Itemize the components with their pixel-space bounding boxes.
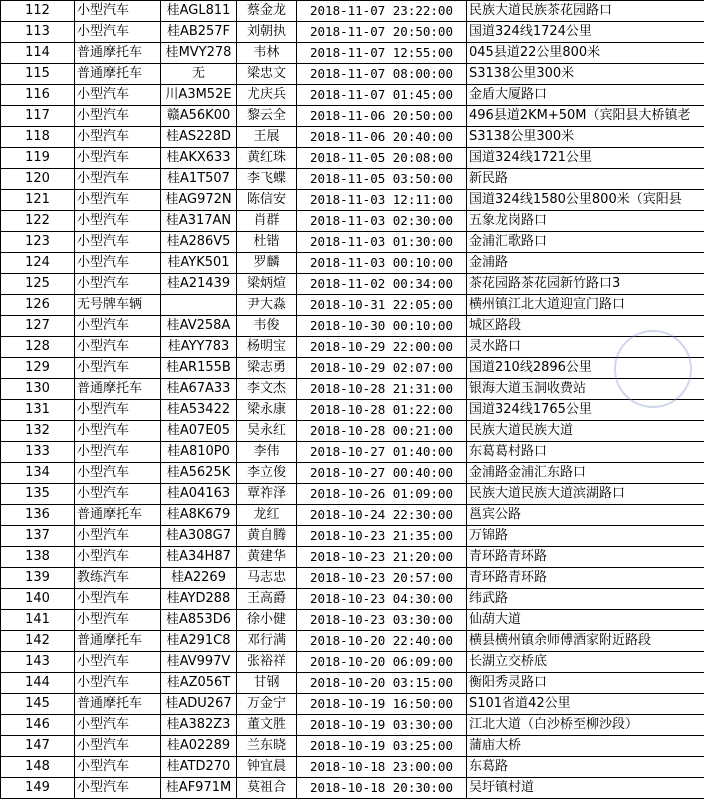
row-number-cell: 145 bbox=[1, 694, 75, 715]
violation-time-cell: 2018-10-23 21:35:00 bbox=[297, 526, 467, 547]
violation-time-cell: 2018-10-20 22:40:00 bbox=[297, 631, 467, 652]
driver-name-cell: 罗麟 bbox=[237, 253, 297, 274]
violation-time-cell: 2018-10-27 00:40:00 bbox=[297, 463, 467, 484]
vehicle-type-cell: 小型汽车 bbox=[75, 85, 161, 106]
table-row bbox=[1, 400, 704, 421]
table-row bbox=[1, 484, 704, 505]
vehicle-type-cell: 普通摩托车 bbox=[75, 43, 161, 64]
plate-number-cell: 桂A53422 bbox=[161, 400, 237, 421]
table-row bbox=[1, 652, 704, 673]
row-number-cell: 115 bbox=[1, 64, 75, 85]
driver-name-cell: 肖群 bbox=[237, 211, 297, 232]
driver-name-cell: 黄红珠 bbox=[237, 148, 297, 169]
row-number-cell: 143 bbox=[1, 652, 75, 673]
table-row bbox=[1, 22, 704, 43]
row-number-cell: 148 bbox=[1, 757, 75, 778]
violation-location-cell: 新民路 bbox=[467, 169, 704, 190]
table-row bbox=[1, 673, 704, 694]
vehicle-type-cell: 小型汽车 bbox=[75, 169, 161, 190]
driver-name-cell: 杜锴 bbox=[237, 232, 297, 253]
row-number-cell: 128 bbox=[1, 337, 75, 358]
row-number-cell: 137 bbox=[1, 526, 75, 547]
violation-location-cell: 江北大道（白沙桥至柳沙段） bbox=[467, 715, 704, 736]
vehicle-type-cell: 小型汽车 bbox=[75, 526, 161, 547]
vehicle-type-cell: 小型汽车 bbox=[75, 736, 161, 757]
row-number-cell: 127 bbox=[1, 316, 75, 337]
driver-name-cell: 梁志勇 bbox=[237, 358, 297, 379]
table-row bbox=[1, 526, 704, 547]
plate-number-cell: 桂MVY278 bbox=[161, 43, 237, 64]
vehicle-type-cell: 普通摩托车 bbox=[75, 694, 161, 715]
driver-name-cell: 莫祖合 bbox=[237, 778, 297, 799]
vehicle-type-cell: 小型汽车 bbox=[75, 484, 161, 505]
violation-location-cell: 蒲庙大桥 bbox=[467, 736, 704, 757]
violation-time-cell: 2018-10-18 20:30:00 bbox=[297, 778, 467, 799]
table-row bbox=[1, 715, 704, 736]
violation-location-cell: 国道324线1724公里 bbox=[467, 22, 704, 43]
plate-number-cell: 桂A02289 bbox=[161, 736, 237, 757]
table-row bbox=[1, 1, 704, 22]
row-number-cell: 129 bbox=[1, 358, 75, 379]
violation-time-cell: 2018-10-23 21:20:00 bbox=[297, 547, 467, 568]
vehicle-type-cell: 小型汽车 bbox=[75, 274, 161, 295]
row-number-cell: 118 bbox=[1, 127, 75, 148]
driver-name-cell: 李文杰 bbox=[237, 379, 297, 400]
vehicle-type-cell: 普通摩托车 bbox=[75, 64, 161, 85]
table-row bbox=[1, 232, 704, 253]
vehicle-type-cell: 小型汽车 bbox=[75, 127, 161, 148]
violation-time-cell: 2018-11-07 23:22:00 bbox=[297, 1, 467, 22]
plate-number-cell: 桂A308G7 bbox=[161, 526, 237, 547]
table-row bbox=[1, 442, 704, 463]
driver-name-cell: 韦林 bbox=[237, 43, 297, 64]
row-number-cell: 149 bbox=[1, 778, 75, 799]
driver-name-cell: 覃祚泽 bbox=[237, 484, 297, 505]
vehicle-type-cell: 小型汽车 bbox=[75, 421, 161, 442]
violation-time-cell: 2018-10-28 01:22:00 bbox=[297, 400, 467, 421]
violation-location-cell: 万锦路 bbox=[467, 526, 704, 547]
plate-number-cell: 桂AZ056T bbox=[161, 673, 237, 694]
violation-time-cell: 2018-10-30 00:10:00 bbox=[297, 316, 467, 337]
row-number-cell: 146 bbox=[1, 715, 75, 736]
violation-time-cell: 2018-10-18 23:00:00 bbox=[297, 757, 467, 778]
plate-number-cell: 无 bbox=[161, 64, 237, 85]
violation-time-cell: 2018-10-28 00:21:00 bbox=[297, 421, 467, 442]
table-row bbox=[1, 694, 704, 715]
violation-location-cell: 国道324线1721公里 bbox=[467, 148, 704, 169]
plate-number-cell: 桂A07E05 bbox=[161, 421, 237, 442]
violation-time-cell: 2018-11-03 02:30:00 bbox=[297, 211, 467, 232]
vehicle-type-cell: 小型汽车 bbox=[75, 253, 161, 274]
table-row bbox=[1, 610, 704, 631]
row-number-cell: 140 bbox=[1, 589, 75, 610]
plate-number-cell: 桂AG972N bbox=[161, 190, 237, 211]
violation-time-cell: 2018-11-07 01:45:00 bbox=[297, 85, 467, 106]
driver-name-cell: 黄建华 bbox=[237, 547, 297, 568]
plate-number-cell: 桂AKX633 bbox=[161, 148, 237, 169]
violation-time-cell: 2018-11-03 01:30:00 bbox=[297, 232, 467, 253]
vehicle-type-cell: 普通摩托车 bbox=[75, 505, 161, 526]
violation-location-cell: 纬武路 bbox=[467, 589, 704, 610]
plate-number-cell bbox=[161, 295, 237, 316]
table-row bbox=[1, 253, 704, 274]
violation-time-cell: 2018-11-05 20:08:00 bbox=[297, 148, 467, 169]
table-row bbox=[1, 64, 704, 85]
vehicle-type-cell: 小型汽车 bbox=[75, 547, 161, 568]
plate-number-cell: 桂AYY783 bbox=[161, 337, 237, 358]
plate-number-cell: 桂A5625K bbox=[161, 463, 237, 484]
vehicle-type-cell: 小型汽车 bbox=[75, 442, 161, 463]
violation-location-cell: 横州镇江北大道迎宣门路口 bbox=[467, 295, 704, 316]
violation-location-cell: 民族大道民族茶花园路口 bbox=[467, 1, 704, 22]
driver-name-cell: 韦俊 bbox=[237, 316, 297, 337]
plate-number-cell: 桂A2269 bbox=[161, 568, 237, 589]
table-row bbox=[1, 757, 704, 778]
plate-number-cell: 川A3M52E bbox=[161, 85, 237, 106]
table-body bbox=[1, 1, 704, 799]
driver-name-cell: 陈信安 bbox=[237, 190, 297, 211]
violation-location-cell: 国道324线1765公里 bbox=[467, 400, 704, 421]
plate-number-cell: 桂A286V5 bbox=[161, 232, 237, 253]
violation-time-cell: 2018-10-23 03:30:00 bbox=[297, 610, 467, 631]
row-number-cell: 122 bbox=[1, 211, 75, 232]
table-row bbox=[1, 85, 704, 106]
table-row bbox=[1, 379, 704, 400]
violation-time-cell: 2018-11-06 20:50:00 bbox=[297, 106, 467, 127]
violation-time-cell: 2018-11-03 12:11:00 bbox=[297, 190, 467, 211]
plate-number-cell: 桂AV997V bbox=[161, 652, 237, 673]
row-number-cell: 117 bbox=[1, 106, 75, 127]
plate-number-cell: 桂AS228D bbox=[161, 127, 237, 148]
table-row bbox=[1, 568, 704, 589]
row-number-cell: 112 bbox=[1, 1, 75, 22]
driver-name-cell: 梁永康 bbox=[237, 400, 297, 421]
table-row bbox=[1, 337, 704, 358]
row-number-cell: 138 bbox=[1, 547, 75, 568]
row-number-cell: 132 bbox=[1, 421, 75, 442]
table-row bbox=[1, 295, 704, 316]
row-number-cell: 125 bbox=[1, 274, 75, 295]
driver-name-cell: 徐小健 bbox=[237, 610, 297, 631]
violation-location-cell: 五象龙岗路口 bbox=[467, 211, 704, 232]
violation-location-cell: 吴圩镇村道 bbox=[467, 778, 704, 799]
table-row bbox=[1, 631, 704, 652]
driver-name-cell: 甘钢 bbox=[237, 673, 297, 694]
vehicle-type-cell: 小型汽车 bbox=[75, 589, 161, 610]
violation-time-cell: 2018-10-29 02:07:00 bbox=[297, 358, 467, 379]
violation-location-cell: 茶花园路茶花园新竹路口3 bbox=[467, 274, 704, 295]
violation-location-cell: 长湖立交桥底 bbox=[467, 652, 704, 673]
plate-number-cell: 桂A21439 bbox=[161, 274, 237, 295]
table-row bbox=[1, 43, 704, 64]
vehicle-type-cell: 小型汽车 bbox=[75, 148, 161, 169]
driver-name-cell: 梁炳煊 bbox=[237, 274, 297, 295]
plate-number-cell: 赣A56K00 bbox=[161, 106, 237, 127]
table-row bbox=[1, 169, 704, 190]
row-number-cell: 113 bbox=[1, 22, 75, 43]
row-number-cell: 144 bbox=[1, 673, 75, 694]
violation-time-cell: 2018-10-28 21:31:00 bbox=[297, 379, 467, 400]
plate-number-cell: 桂A34H87 bbox=[161, 547, 237, 568]
driver-name-cell: 龙红 bbox=[237, 505, 297, 526]
driver-name-cell: 李飞蝶 bbox=[237, 169, 297, 190]
plate-number-cell: 桂AF971M bbox=[161, 778, 237, 799]
row-number-cell: 114 bbox=[1, 43, 75, 64]
table-row bbox=[1, 736, 704, 757]
vehicle-type-cell: 小型汽车 bbox=[75, 463, 161, 484]
table-row bbox=[1, 274, 704, 295]
violation-location-cell: 横县横州镇余师傅酒家附近路段 bbox=[467, 631, 704, 652]
row-number-cell: 139 bbox=[1, 568, 75, 589]
violation-time-cell: 2018-10-23 04:30:00 bbox=[297, 589, 467, 610]
violation-location-cell: 496县道2KM+50M（宾阳县大桥镇老 bbox=[467, 106, 704, 127]
plate-number-cell: 桂AV258A bbox=[161, 316, 237, 337]
table-row bbox=[1, 547, 704, 568]
violation-location-cell: 银海大道玉洞收费站 bbox=[467, 379, 704, 400]
table-row bbox=[1, 190, 704, 211]
driver-name-cell: 钟宜晨 bbox=[237, 757, 297, 778]
violation-time-cell: 2018-11-07 12:55:00 bbox=[297, 43, 467, 64]
violation-location-cell: 045县道22公里800米 bbox=[467, 43, 704, 64]
violation-location-cell: 仙葫大道 bbox=[467, 610, 704, 631]
table-row bbox=[1, 463, 704, 484]
vehicle-type-cell: 小型汽车 bbox=[75, 190, 161, 211]
violation-location-cell: 金浦路金浦汇东路口 bbox=[467, 463, 704, 484]
plate-number-cell: 桂A1T507 bbox=[161, 169, 237, 190]
vehicle-type-cell: 小型汽车 bbox=[75, 610, 161, 631]
plate-number-cell: 桂A67A33 bbox=[161, 379, 237, 400]
driver-name-cell: 张裕祥 bbox=[237, 652, 297, 673]
vehicle-type-cell: 小型汽车 bbox=[75, 337, 161, 358]
violation-location-cell: 东葛路 bbox=[467, 757, 704, 778]
table-row bbox=[1, 589, 704, 610]
plate-number-cell: 桂AGL811 bbox=[161, 1, 237, 22]
driver-name-cell: 尹大淼 bbox=[237, 295, 297, 316]
vehicle-type-cell: 无号牌车辆 bbox=[75, 295, 161, 316]
vehicle-type-cell: 小型汽车 bbox=[75, 652, 161, 673]
table-row bbox=[1, 358, 704, 379]
driver-name-cell: 李伟 bbox=[237, 442, 297, 463]
violation-time-cell: 2018-11-03 00:10:00 bbox=[297, 253, 467, 274]
driver-name-cell: 王高爵 bbox=[237, 589, 297, 610]
row-number-cell: 134 bbox=[1, 463, 75, 484]
vehicle-type-cell: 普通摩托车 bbox=[75, 379, 161, 400]
violation-time-cell: 2018-11-07 08:00:00 bbox=[297, 64, 467, 85]
vehicle-type-cell: 教练汽车 bbox=[75, 568, 161, 589]
violation-location-cell: 灵水路口 bbox=[467, 337, 704, 358]
violation-time-cell: 2018-10-19 16:50:00 bbox=[297, 694, 467, 715]
row-number-cell: 133 bbox=[1, 442, 75, 463]
driver-name-cell: 邓行满 bbox=[237, 631, 297, 652]
violation-time-cell: 2018-10-27 01:40:00 bbox=[297, 442, 467, 463]
vehicle-type-cell: 普通摩托车 bbox=[75, 631, 161, 652]
row-number-cell: 124 bbox=[1, 253, 75, 274]
violation-time-cell: 2018-10-23 20:57:00 bbox=[297, 568, 467, 589]
vehicle-type-cell: 小型汽车 bbox=[75, 778, 161, 799]
violation-location-cell: 青环路青环路 bbox=[467, 568, 704, 589]
row-number-cell: 135 bbox=[1, 484, 75, 505]
vehicle-type-cell: 小型汽车 bbox=[75, 211, 161, 232]
plate-number-cell: 桂AB257F bbox=[161, 22, 237, 43]
driver-name-cell: 杨明宝 bbox=[237, 337, 297, 358]
table-row bbox=[1, 148, 704, 169]
violation-time-cell: 2018-11-05 03:50:00 bbox=[297, 169, 467, 190]
plate-number-cell: 桂ADU267 bbox=[161, 694, 237, 715]
violation-location-cell: 民族大道民族大道滨湖路口 bbox=[467, 484, 704, 505]
table-row bbox=[1, 316, 704, 337]
violation-location-cell: 金浦汇歌路口 bbox=[467, 232, 704, 253]
driver-name-cell: 王展 bbox=[237, 127, 297, 148]
row-number-cell: 131 bbox=[1, 400, 75, 421]
violation-location-cell: 国道324线1580公里800米（宾阳县 bbox=[467, 190, 704, 211]
table-row bbox=[1, 211, 704, 232]
violation-location-cell: 衡阳秀灵路口 bbox=[467, 673, 704, 694]
row-number-cell: 123 bbox=[1, 232, 75, 253]
driver-name-cell: 黎云全 bbox=[237, 106, 297, 127]
row-number-cell: 116 bbox=[1, 85, 75, 106]
driver-name-cell: 尤庆兵 bbox=[237, 85, 297, 106]
plate-number-cell: 桂A291C8 bbox=[161, 631, 237, 652]
vehicle-type-cell: 小型汽车 bbox=[75, 673, 161, 694]
driver-name-cell: 黄自腾 bbox=[237, 526, 297, 547]
driver-name-cell: 李立俊 bbox=[237, 463, 297, 484]
violation-time-cell: 2018-11-06 20:40:00 bbox=[297, 127, 467, 148]
plate-number-cell: 桂A8K679 bbox=[161, 505, 237, 526]
violation-location-cell: 青环路青环路 bbox=[467, 547, 704, 568]
violation-time-cell: 2018-11-07 20:50:00 bbox=[297, 22, 467, 43]
driver-name-cell: 董文胜 bbox=[237, 715, 297, 736]
table-row bbox=[1, 106, 704, 127]
violation-location-cell: 东葛葛村路口 bbox=[467, 442, 704, 463]
row-number-cell: 126 bbox=[1, 295, 75, 316]
violation-location-cell: 邕宾公路 bbox=[467, 505, 704, 526]
row-number-cell: 142 bbox=[1, 631, 75, 652]
vehicle-type-cell: 小型汽车 bbox=[75, 316, 161, 337]
vehicle-type-cell: 小型汽车 bbox=[75, 106, 161, 127]
row-number-cell: 147 bbox=[1, 736, 75, 757]
violation-location-cell: S3138公里300米 bbox=[467, 127, 704, 148]
driver-name-cell: 梁忠文 bbox=[237, 64, 297, 85]
vehicle-type-cell: 小型汽车 bbox=[75, 232, 161, 253]
violation-time-cell: 2018-11-02 00:34:00 bbox=[297, 274, 467, 295]
violation-location-cell: S101省道42公里 bbox=[467, 694, 704, 715]
violation-time-cell: 2018-10-20 06:09:00 bbox=[297, 652, 467, 673]
vehicle-type-cell: 小型汽车 bbox=[75, 400, 161, 421]
violation-time-cell: 2018-10-31 22:05:00 bbox=[297, 295, 467, 316]
driver-name-cell: 蔡金龙 bbox=[237, 1, 297, 22]
violation-time-cell: 2018-10-29 22:00:00 bbox=[297, 337, 467, 358]
row-number-cell: 130 bbox=[1, 379, 75, 400]
violation-location-cell: 民族大道民族大道 bbox=[467, 421, 704, 442]
row-number-cell: 120 bbox=[1, 169, 75, 190]
violation-location-cell: 金盾大厦路口 bbox=[467, 85, 704, 106]
violation-time-cell: 2018-10-19 03:25:00 bbox=[297, 736, 467, 757]
plate-number-cell: 桂AYD288 bbox=[161, 589, 237, 610]
row-number-cell: 136 bbox=[1, 505, 75, 526]
row-number-cell: 121 bbox=[1, 190, 75, 211]
row-number-cell: 119 bbox=[1, 148, 75, 169]
table-row bbox=[1, 505, 704, 526]
vehicle-type-cell: 小型汽车 bbox=[75, 1, 161, 22]
violation-location-cell: 金浦路 bbox=[467, 253, 704, 274]
driver-name-cell: 刘朝执 bbox=[237, 22, 297, 43]
driver-name-cell: 马志忠 bbox=[237, 568, 297, 589]
violation-location-cell: 国道210线2896公里 bbox=[467, 358, 704, 379]
plate-number-cell: 桂A853D6 bbox=[161, 610, 237, 631]
plate-number-cell: 桂AR155B bbox=[161, 358, 237, 379]
plate-number-cell: 桂A317AN bbox=[161, 211, 237, 232]
violation-location-cell: 城区路段 bbox=[467, 316, 704, 337]
driver-name-cell: 吴永红 bbox=[237, 421, 297, 442]
plate-number-cell: 桂A810P0 bbox=[161, 442, 237, 463]
plate-number-cell: 桂ATD270 bbox=[161, 757, 237, 778]
violation-time-cell: 2018-10-20 03:15:00 bbox=[297, 673, 467, 694]
row-number-cell: 141 bbox=[1, 610, 75, 631]
plate-number-cell: 桂A04163 bbox=[161, 484, 237, 505]
violation-time-cell: 2018-10-19 03:30:00 bbox=[297, 715, 467, 736]
table-row bbox=[1, 778, 704, 799]
vehicle-type-cell: 小型汽车 bbox=[75, 715, 161, 736]
violation-location-cell: S3138公里300米 bbox=[467, 64, 704, 85]
table-row bbox=[1, 127, 704, 148]
vehicle-type-cell: 小型汽车 bbox=[75, 757, 161, 778]
plate-number-cell: 桂AYK501 bbox=[161, 253, 237, 274]
driver-name-cell: 万金宁 bbox=[237, 694, 297, 715]
table-row bbox=[1, 421, 704, 442]
violation-time-cell: 2018-10-26 01:09:00 bbox=[297, 484, 467, 505]
plate-number-cell: 桂A382Z3 bbox=[161, 715, 237, 736]
vehicle-type-cell: 小型汽车 bbox=[75, 358, 161, 379]
driver-name-cell: 兰东晓 bbox=[237, 736, 297, 757]
vehicle-type-cell: 小型汽车 bbox=[75, 22, 161, 43]
violation-time-cell: 2018-10-24 22:30:00 bbox=[297, 505, 467, 526]
